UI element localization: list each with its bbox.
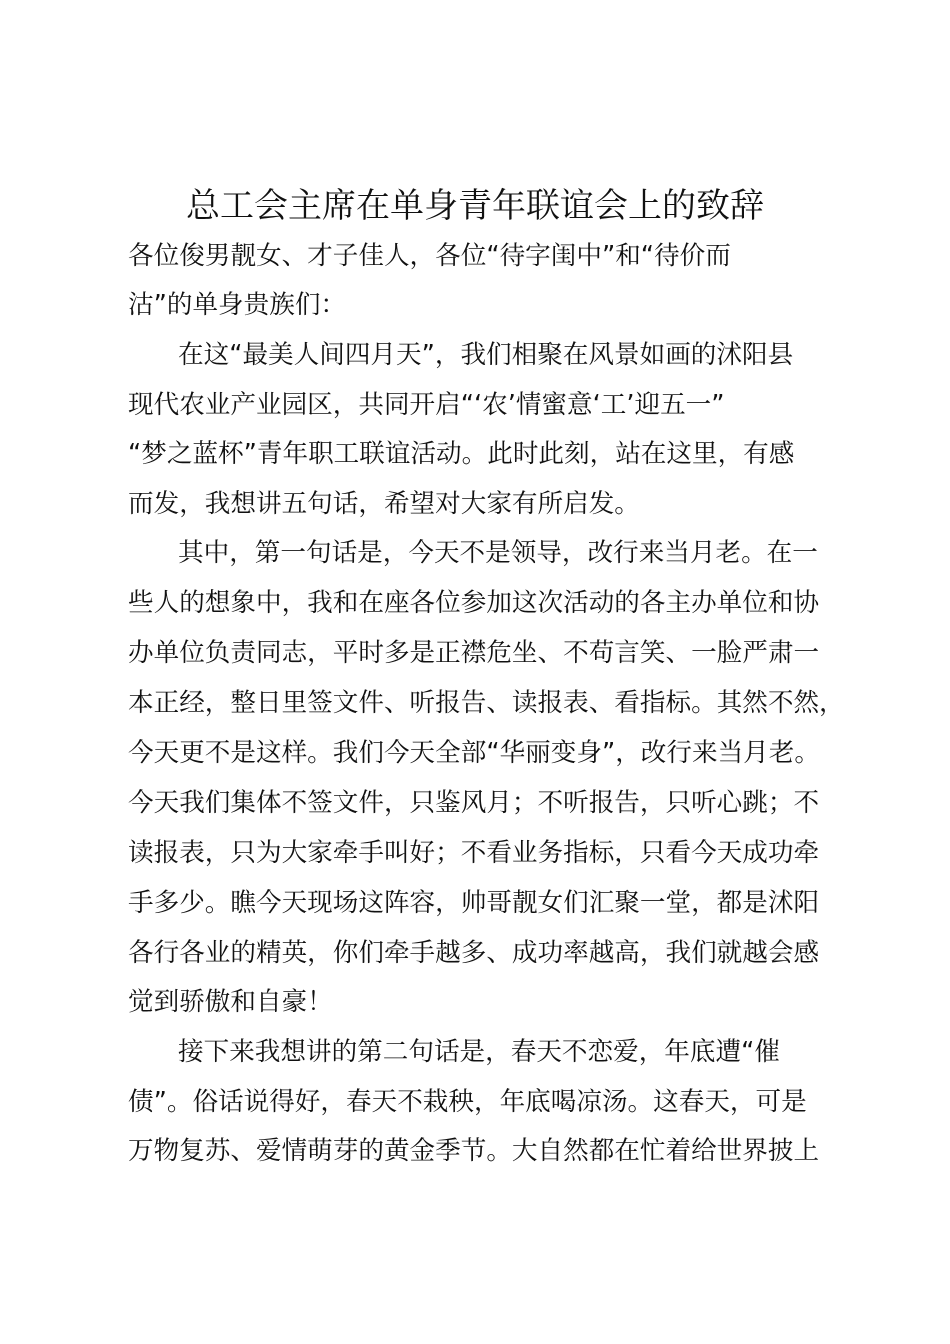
paragraph-line: 在这“最美人间四月天”，我们相聚在风景如画的沭阳县 [178,340,794,370]
paragraph-line: 万物复苏、爱情萌芽的黄金季节。大自然都在忙着给世界披上 [128,1136,820,1166]
document-title: 总工会主席在单身青年联谊会上的致辞 [186,186,764,226]
paragraph-line: 而发，我想讲五句话，希望对大家有所启发。 [128,489,640,519]
salutation-line-2: 沽”的单身贵族们： [128,290,347,320]
paragraph-line: 手多少。瞧今天现场这阵容，帅哥靓女们汇聚一堂，都是沭阳 [128,888,820,918]
paragraph-line: 债”。俗话说得好，春天不栽秧，年底喝凉汤。这春天，可是 [128,1087,807,1117]
paragraph-line: 其中，第一句话是，今天不是领导，改行来当月老。在一 [178,538,818,568]
paragraph-line: 各行各业的精英，你们牵手越多、成功率越高，我们就越会感 [128,938,820,968]
paragraph-line: 些人的想象中，我和在座各位参加这次活动的各主办单位和协 [128,588,820,618]
salutation-line-1: 各位俊男靓女、才子佳人，各位“待字闺中”和“待价而 [128,241,731,271]
paragraph-line: 办单位负责同志，平时多是正襟危坐、不苟言笑、一脸严肃一 [128,638,820,668]
paragraph-line: “梦之蓝杯”青年职工联谊活动。此时此刻，站在这里，有感 [128,439,795,469]
paragraph-line: 接下来我想讲的第二句话是，春天不恋爱，年底遭“催 [178,1037,780,1067]
paragraph-line: 今天我们集体不签文件，只鉴风月；不听报告，只听心跳；不 [128,788,820,818]
paragraph-line: 觉到骄傲和自豪！ [128,987,333,1017]
paragraph-line: 本正经，整日里签文件、听报告、读报表、看指标。其然不然， [128,688,845,718]
paragraph-line: 今天更不是这样。我们今天全部“华丽变身”，改行来当月老。 [128,738,820,768]
paragraph-line: 现代农业产业园区，共同开启“‘农’情蜜意‘工’迎五一” [128,390,725,420]
paragraph-line: 读报表，只为大家牵手叫好；不看业务指标，只看今天成功牵 [128,838,820,868]
